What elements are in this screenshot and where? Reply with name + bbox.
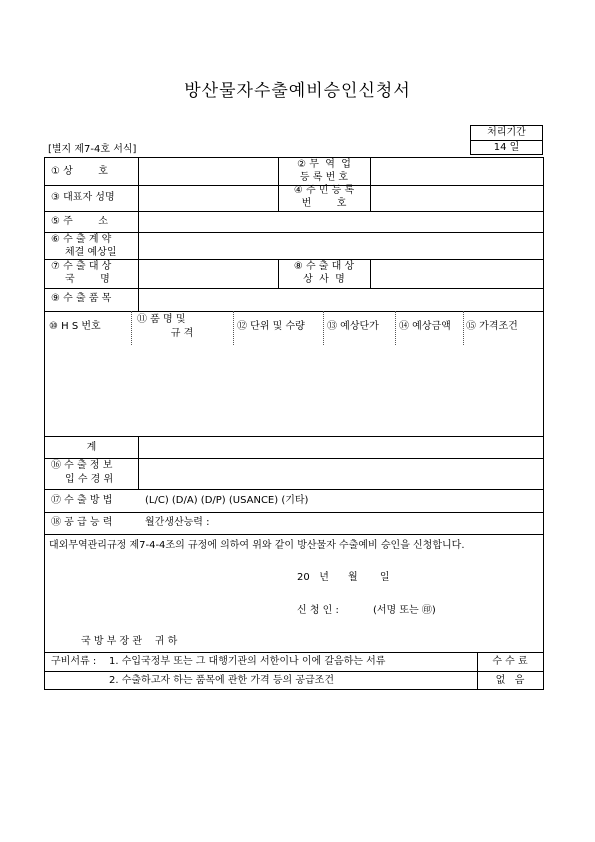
processing-period-box — [470, 125, 543, 155]
info-source-label-line1: ⑯ 수 출 정 보 — [51, 460, 113, 471]
dest-country-label-line1: ⑦ 수 출 대 상 — [51, 261, 112, 272]
monthly-capacity-label: 월간생산능력 : — [145, 517, 210, 528]
signature-seal: (서명 또는 ㊞) — [373, 605, 436, 616]
contract-date-label-line1: ⑥ 수 출 계 약 — [51, 234, 112, 245]
supply-capacity-label: ⑱ 공 급 능 력 — [51, 517, 113, 528]
declaration-text: 대외무역관리규정 제7-4-4조의 규정에 의하여 위와 같이 방산물자 수출예비 승인을 신청합니다. — [49, 540, 465, 551]
item-name-header-line1: ⑪ 품 명 및 — [137, 314, 186, 325]
application-form — [44, 157, 544, 690]
hs-number-header: ⑩ H S 번호 — [49, 321, 101, 332]
info-source-label-line2: 입 수 경 위 — [65, 474, 114, 485]
trade-reg-label-line2: 등 록 번 호 — [299, 172, 349, 183]
contract-date-label-line2: 체결 예상일 — [65, 247, 117, 258]
unit-quantity-header: ⑫ 단위 및 수량 — [237, 321, 305, 332]
trade-name-label: ① 상 호 — [51, 166, 108, 177]
form-title: 방산물자수출예비승인신청서 — [184, 81, 411, 101]
resident-no-label-line2: 번 호 — [301, 198, 347, 209]
fee-value: 없 음 — [495, 675, 525, 686]
total-label: 계 — [86, 442, 97, 453]
export-item-label: ⑨ 수 출 품 목 — [51, 293, 112, 304]
processing-period-label: 처리기간 — [471, 126, 542, 141]
price-terms-header: ⑮ 가격조건 — [466, 321, 518, 332]
date-line: 20 년 월 일 — [297, 572, 390, 583]
processing-period-value: 14 일 — [493, 142, 520, 153]
dest-company-label-line1: ⑧ 수 출 대 상 — [293, 261, 355, 272]
item-name-header-line2: 규 격 — [170, 328, 194, 339]
dest-country-label-line2: 국 명 — [65, 274, 110, 285]
representative-label: ③ 대표자 성명 — [51, 192, 115, 203]
dest-company-label-line2: 상 사 명 — [303, 274, 345, 285]
trade-reg-label-line1: ② 무 역 업 — [297, 159, 351, 170]
export-method-label: ⑰ 수 출 방 법 — [51, 495, 113, 506]
amount-header: ⑭ 예상금액 — [399, 321, 451, 332]
fee-label: 수 수 료 — [492, 656, 528, 667]
required-docs-label: 구비서류 : — [51, 656, 97, 667]
address-label: ⑤ 주 소 — [51, 216, 108, 227]
export-method-options: (L/C) (D/A) (D/P) (USANCE) (기타) — [145, 495, 309, 506]
required-doc-2: 2. 수출하고자 하는 품목에 관한 가격 등의 공급조건 — [109, 675, 334, 686]
applicant-label: 신 청 인 : — [297, 605, 339, 616]
recipient: 국 방 부 장 관 귀 하 — [81, 636, 178, 647]
unit-price-header: ⑬ 예상단가 — [327, 321, 379, 332]
resident-no-label-line1: ④ 주 민 등 록 — [293, 185, 355, 196]
required-doc-1: 1. 수입국정부 또는 그 대행기관의 서한이나 이에 갈음하는 서류 — [109, 656, 386, 667]
form-number: [별지 제7-4호 서식] — [48, 144, 137, 155]
